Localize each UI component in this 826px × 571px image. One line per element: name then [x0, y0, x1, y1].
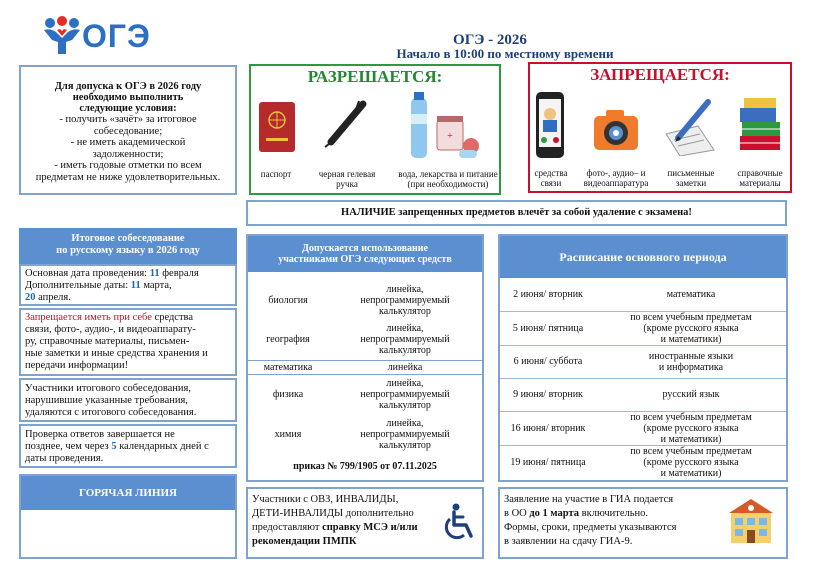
- allowed-water-label-line: вода, лекарства и питание: [398, 169, 498, 179]
- means-row: [248, 280, 482, 320]
- allowed-water-label-line: (при необходимости): [407, 179, 489, 189]
- interview-check-text: даты проведения.: [25, 453, 104, 464]
- interview-panel: [19, 228, 237, 473]
- interview-check-text: Проверка ответов завершается не: [25, 429, 175, 440]
- interview-extra-month: апреля.: [35, 292, 71, 303]
- forbidden-item-notes: [660, 168, 722, 188]
- admission-condition: предметам не ниже удовлетворительных.: [35, 171, 221, 183]
- schedule-date: 16 июня/ вторник: [500, 411, 596, 445]
- interview-extra-day: 20: [25, 292, 36, 303]
- interview-check-text: позднее, чем через: [25, 441, 112, 452]
- allowed-item-pen: [306, 169, 388, 189]
- passport-icon: [257, 100, 297, 154]
- schedule-subjects: по всем учебным предметам (кроме русского языка и математики): [630, 445, 752, 479]
- allowed-title: РАЗРЕШАЕТСЯ:: [307, 67, 443, 86]
- admission-title-line: необходимо выполнить: [72, 92, 184, 103]
- schedule-row: [500, 311, 786, 345]
- means-row: [248, 374, 482, 414]
- application-text: Формы, сроки, предметы указываются: [504, 522, 677, 533]
- forbidden-item-camera: [578, 168, 654, 188]
- admission-title-line: следующие условия:: [79, 103, 177, 114]
- schedule-row: [500, 378, 786, 411]
- allowed-item-passport: паспорт: [260, 169, 292, 179]
- interview-main-month: февраля: [159, 268, 199, 279]
- interview-forbid-highlight: Запрещается иметь при себе: [25, 312, 152, 323]
- hotline-header: ГОРЯЧАЯ ЛИНИЯ: [21, 476, 235, 510]
- forbidden-notes-label-line: письменные: [667, 168, 715, 178]
- disabled-text: ДЕТИ-ИНВАЛИДЫ дополнительно: [252, 508, 414, 519]
- allowed-panel: [249, 64, 501, 195]
- application-text: Заявление на участие в ГИА подается: [504, 494, 674, 505]
- forbidden-panel: [528, 62, 792, 193]
- admission-condition: - получить «зачёт» за итоговое: [59, 114, 197, 125]
- means-tools: линейка, непрограммируемый калькулятор: [360, 283, 450, 317]
- schedule-header: Расписание основного периода: [500, 236, 786, 278]
- logo-text: ОГЭ: [82, 18, 151, 54]
- forbidden-books-label-line: материалы: [739, 178, 781, 188]
- disabled-text: предоставляют: [252, 522, 323, 533]
- means-tools: линейка, непрограммируемый калькулятор: [360, 417, 450, 451]
- forbidden-item-phone: [530, 168, 572, 188]
- hotline-panel: [19, 474, 237, 559]
- forbidden-camera-label-line: фото-, аудио– и: [586, 168, 646, 178]
- admission-conditions-panel: [19, 65, 237, 195]
- interview-header-line: Итоговое собеседование: [71, 233, 185, 244]
- interview-check: [19, 424, 237, 468]
- means-subject: биология: [268, 294, 308, 306]
- wheelchair-icon: [440, 503, 476, 543]
- schedule-subjects: по всем учебным предметам (кроме русского языка и математики): [596, 311, 786, 345]
- interview-forbid-text: передачи информации!: [25, 360, 129, 371]
- means-subject: физика: [272, 388, 304, 400]
- svg-text:+: +: [447, 131, 453, 142]
- schedule-subjects: русский язык: [596, 378, 786, 411]
- interview-main-date-label: Основная дата проведения:: [25, 268, 150, 279]
- disabled-text-bold: справку МСЭ и/или: [322, 522, 418, 533]
- application-text: в ОО: [504, 508, 530, 519]
- application-panel: [498, 487, 788, 559]
- water-medicine-icon: [401, 90, 485, 162]
- means-order: приказ № 799/1905 от 07.11.2025: [293, 461, 437, 472]
- interview-extra-month: марта,: [140, 280, 172, 291]
- allowed-pen-label-line: ручка: [336, 179, 358, 189]
- schedule-subjects: иностранные языки и информатика: [596, 345, 786, 378]
- schedule-date: 6 июня/ суббота: [500, 345, 596, 378]
- means-tools: линейка, непрограммируемый калькулятор: [360, 377, 450, 411]
- disabled-participants-panel: [246, 487, 484, 559]
- forbidden-title: ЗАПРЕЩАЕТСЯ:: [590, 65, 730, 84]
- application-deadline: до 1 марта: [529, 508, 580, 519]
- interview-check-text: календарных дней с: [116, 441, 209, 452]
- forbidden-phone-label-line: связи: [540, 178, 562, 188]
- interview-forbid-text: ные заметки и иные средства хранения и: [25, 348, 208, 359]
- notes-icon: [664, 98, 716, 156]
- schedule-table: [500, 278, 786, 479]
- forbidden-phone-label-line: средства: [534, 168, 568, 178]
- means-tools: линейка, непрограммируемый калькулятор: [360, 323, 450, 357]
- phone-icon: [534, 90, 566, 160]
- interview-dates: [19, 264, 237, 306]
- means-header-line: Допускается использование: [301, 243, 428, 254]
- schedule-date: 9 июня/ вторник: [500, 378, 596, 411]
- interview-main-day: 11: [149, 268, 160, 279]
- means-row: [248, 414, 482, 454]
- books-icon: [736, 96, 786, 154]
- means-header-line: участниками ОГЭ следующих средств: [278, 254, 452, 265]
- schedule-subjects: математика: [596, 278, 786, 311]
- interview-forbid-text: связи, фото-, аудио-, и видеоаппарату-: [25, 324, 196, 335]
- means-table: [248, 280, 482, 454]
- interview-forbid-text: средства: [151, 312, 194, 323]
- disabled-text: Участники с ОВЗ, ИНВАЛИДЫ,: [252, 494, 399, 505]
- school-building-icon: [726, 497, 776, 545]
- forbidden-item-books: [728, 168, 792, 188]
- forbidden-books-label-line: справочные: [737, 168, 783, 178]
- disabled-text-bold: рекомендации ПМПК: [252, 536, 357, 547]
- page-subtitle: Начало в 10:00 по местному времени: [396, 46, 614, 61]
- camera-icon: [592, 108, 640, 152]
- means-subject: химия: [274, 428, 302, 440]
- means-row: [248, 360, 482, 374]
- schedule-row: [500, 345, 786, 378]
- interview-forbid-text: ру, справочные материалы, письмен-: [25, 336, 190, 347]
- admission-condition: - не иметь академической: [70, 137, 186, 148]
- allowed-item-water-medicine: [393, 169, 503, 189]
- means-header: [248, 236, 482, 272]
- means-tools: линейка: [387, 361, 423, 373]
- interview-violators-text: нарушившие указанные требования,: [25, 395, 188, 406]
- admission-condition: задолженности;: [92, 148, 164, 160]
- interview-header-line: по русскому языку в 2026 году: [56, 245, 200, 256]
- schedule-row: [500, 411, 786, 445]
- interview-extra-date-label: Дополнительные даты:: [25, 280, 131, 291]
- schedule-date: 2 июня/ вторник: [500, 278, 596, 311]
- application-text: включительно.: [579, 508, 649, 519]
- interview-violators: [19, 378, 237, 422]
- interview-extra-day: 11: [130, 280, 141, 291]
- application-text: в заявлении на сдачу ГИА-9.: [504, 536, 633, 547]
- schedule-subjects: по всем учебным предметам (кроме русского языка и математики): [596, 411, 786, 445]
- pen-icon: [323, 96, 371, 148]
- admission-condition: - иметь годовые отметки по всем: [54, 160, 202, 171]
- logo-people-icon: [42, 16, 82, 56]
- interview-violators-text: Участники итогового собеседования,: [25, 383, 191, 394]
- schedule-panel: [498, 234, 788, 482]
- interview-violators-text: удаляются с итогового собеседования.: [25, 407, 197, 418]
- admission-condition: собеседование;: [93, 125, 163, 137]
- schedule-row: [500, 278, 786, 311]
- interview-check-days: 5: [111, 441, 117, 452]
- means-subject: география: [266, 334, 310, 346]
- allowed-pen-label-line: черная гелевая: [318, 169, 376, 179]
- schedule-row: [500, 445, 786, 479]
- means-row: [248, 320, 482, 360]
- warning-banner: НАЛИЧИЕ запрещенных предметов влечёт за собой удаление с экзамена!: [246, 200, 787, 226]
- admission-title-line: Для допуска к ОГЭ в 2026 году: [54, 81, 202, 92]
- forbidden-notes-label-line: заметки: [675, 178, 707, 188]
- logo: [42, 14, 152, 56]
- means-subject: математика: [263, 361, 313, 373]
- schedule-date: 19 июня/ пятница: [510, 456, 586, 468]
- interview-header: [19, 228, 237, 264]
- page-title: ОГЭ - 2026: [453, 32, 527, 48]
- interview-forbidden-items: [19, 308, 237, 376]
- schedule-date: 5 июня/ пятница: [500, 311, 596, 345]
- forbidden-camera-label-line: видеоаппаратура: [583, 178, 649, 188]
- means-panel: [246, 234, 484, 482]
